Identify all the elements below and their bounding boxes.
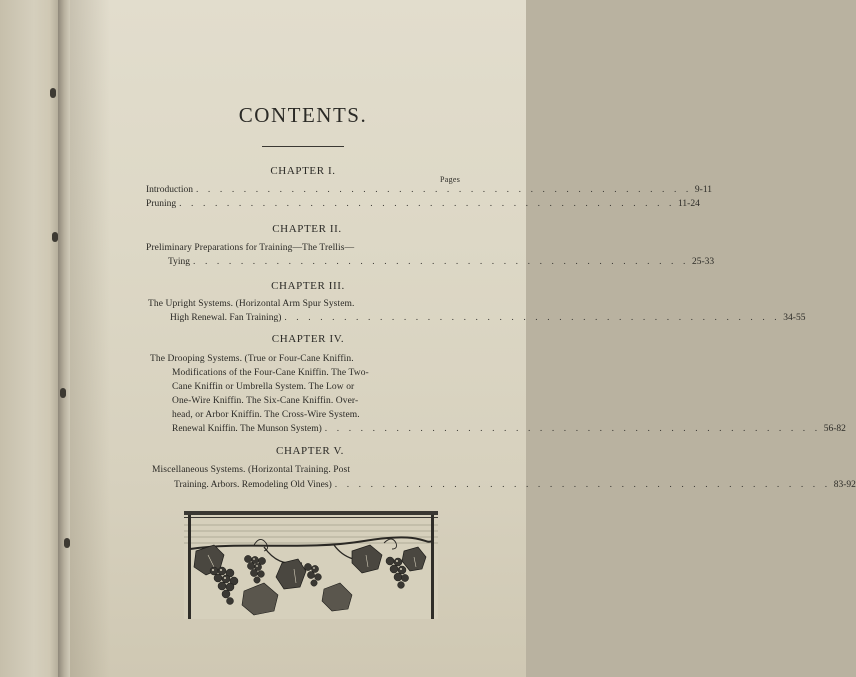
- toc-entry-line: Preliminary Preparations for Training—The Trellis—: [146, 243, 355, 253]
- chapter-heading: CHAPTER IV.: [271, 333, 345, 345]
- chapter-heading: CHAPTER III.: [271, 280, 345, 292]
- chapter-heading: CHAPTER I.: [270, 165, 336, 177]
- chapter-heading: CHAPTER V.: [276, 445, 344, 457]
- dot-leader: . . . . . . . . . . . . . . . . . . . . . . . . . . . . . . . . . . . . . . . . . .: [193, 257, 689, 267]
- toc-entry: [146, 198, 700, 211]
- dot-leader: . . . . . . . . . . . . . . . . . . . . . . . . . . . . . . . . . . . . . . . . . .: [179, 199, 676, 209]
- toc-entry-line: The Upright Systems. (Horizontal Arm Spur System.: [148, 299, 355, 309]
- toc-entry: [146, 184, 712, 197]
- toc-entry-title: Introduction: [146, 185, 193, 195]
- toc-entry: [174, 479, 856, 492]
- toc-entry-pages: 56-82: [823, 424, 846, 434]
- toc-entry-pages: 34-55: [783, 313, 806, 323]
- toc-entry-title: Training. Arbors. Remodeling Old Vines): [174, 480, 332, 490]
- toc-entry-title: Renewal Kniffin. The Munson System): [172, 424, 322, 434]
- binding-stitch: [52, 232, 58, 242]
- toc-entry-line: The Drooping Systems. (True or Four-Cane Kniffin.: [150, 354, 354, 364]
- toc-entry-line: One-Wire Kniffin. The Six-Cane Kniffin. Over-: [172, 396, 359, 406]
- page-title: CONTENTS.: [238, 103, 368, 127]
- left-page-edge: [0, 0, 62, 677]
- toc-entry-title: High Renewal. Fan Training): [170, 313, 282, 323]
- toc-entry-line: Modifications of the Four-Cane Kniffin. The Two-: [172, 368, 369, 378]
- toc-entry-title: Tying: [168, 257, 191, 267]
- pages-column-label: Pages: [440, 175, 461, 184]
- toc-entry: [170, 312, 806, 325]
- toc-entry-pages: 11-24: [678, 199, 700, 209]
- binding-stitch: [60, 388, 66, 398]
- dot-leader: . . . . . . . . . . . . . . . . . . . . . . . . . . . . . . . . . . . . . . . . . .: [334, 480, 831, 490]
- dot-leader: . . . . . . . . . . . . . . . . . . . . . . . . . . . . . . . . . . . . . . . . . .: [195, 185, 692, 195]
- toc-entry-pages: 83-92: [833, 480, 856, 490]
- dot-leader: . . . . . . . . . . . . . . . . . . . . . . . . . . . . . . . . . . . . . . . . . .: [324, 424, 821, 434]
- toc-entry: [172, 423, 846, 436]
- binding-stitch: [50, 88, 56, 98]
- toc-entry-pages: 25-33: [691, 257, 715, 267]
- chapter-heading: CHAPTER II.: [272, 223, 342, 235]
- page-shadow: [70, 0, 110, 677]
- toc-entry-line: Cane Kniffin or Umbrella System. The Low or: [172, 382, 355, 392]
- toc-entry: [168, 256, 715, 269]
- dot-leader: . . . . . . . . . . . . . . . . . . . . . . . . . . . . . . . . . . . . . . . . . .: [284, 313, 781, 323]
- toc-entry-title: Pruning: [146, 199, 177, 209]
- toc-entry-line: head, or Arbor Kniffin. The Cross-Wire System.: [172, 410, 360, 420]
- title-divider: [262, 146, 344, 147]
- toc-entry-pages: 9-11: [694, 185, 712, 195]
- grape-vine-illustration: [184, 511, 438, 619]
- toc-entry-line: Miscellaneous Systems. (Horizontal Training. Post: [152, 465, 351, 475]
